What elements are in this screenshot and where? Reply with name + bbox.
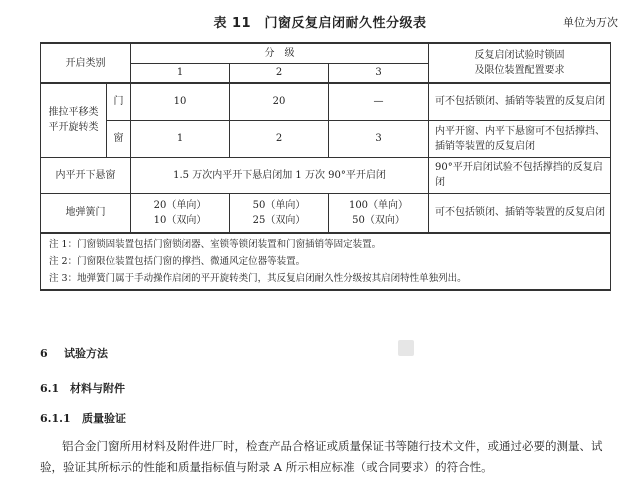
window-sub: 窗 xyxy=(107,120,131,157)
door-sub: 门 xyxy=(107,83,131,120)
header-grade: 分 级 xyxy=(131,43,429,63)
grade-3: 3 xyxy=(329,63,429,83)
table-notes xyxy=(41,233,611,290)
window-grade-1: 1 xyxy=(131,120,230,157)
table-caption xyxy=(0,10,640,30)
window-requirement: 内平开窗、内平下悬窗可不包括撑挡、插销等装置的反复启闭 xyxy=(429,120,611,157)
page-marker xyxy=(398,340,414,356)
group3-label: 地弹簧门 xyxy=(41,193,131,233)
group3-grade-3: 100（单向） 50（双向） xyxy=(329,193,429,233)
section-6: 6 试验方法 xyxy=(40,347,108,360)
header-requirement: 反复启闭试验时锁固 及限位装置配置要求 xyxy=(429,43,611,83)
group3-grade-2: 50（单向） 25（双向） xyxy=(230,193,329,233)
section-6-1-1: 6.1.1 质量验证 xyxy=(40,412,126,425)
note-3: 注 3：地弹簧门属于手动操作启闭的平开旋转类门，其反复启闭耐久性分级按其启闭特性单独列出。 xyxy=(49,273,467,284)
door-requirement: 可不包括锁闭、插销等装置的反复启闭 xyxy=(429,83,611,120)
group2-label: 内平开下悬窗 xyxy=(41,157,131,193)
header-type: 开启类别 xyxy=(41,43,131,83)
section-6-1: 6.1 材料与附件 xyxy=(40,382,125,395)
window-grade-2: 2 xyxy=(230,120,329,157)
body-paragraph: 铝合金门窗所用材料及附件进厂时，检查产品合格证或质量保证书等随行技术文件，或通过必要的测量、试验，验证其所标示的性能和质量指标值与附录 A 所示相应标准（或合同要求）的符合性。 xyxy=(40,439,603,474)
door-grade-2: 20 xyxy=(230,83,329,120)
group2-value: 1.5 万次内平开下悬启闭加 1 万次 90°平开启闭 xyxy=(131,157,429,193)
table-title: 表 11 门窗反复启闭耐久性分级表 xyxy=(213,16,427,31)
note-1: 注 1：门窗锁固装置包括门窗锁闭器、室锁等锁闭装置和门窗插销等固定装置。 xyxy=(49,239,382,250)
grade-2: 2 xyxy=(230,63,329,83)
note-2: 注 2：门窗限位装置包括门窗的撑挡、微通风定位器等装置。 xyxy=(49,256,306,267)
group3-grade-1: 20（单向） 10（双向） xyxy=(131,193,230,233)
door-grade-1: 10 xyxy=(131,83,230,120)
group3-requirement: 可不包括锁闭、插销等装置的反复启闭 xyxy=(429,193,611,233)
door-grade-3: — xyxy=(329,83,429,120)
grade-1: 1 xyxy=(131,63,230,83)
window-grade-3: 3 xyxy=(329,120,429,157)
durability-table xyxy=(40,42,611,291)
group1-label: 推拉平移类 平开旋转类 xyxy=(41,83,107,157)
group2-requirement: 90°平开启闭试验不包括撑挡的反复启闭 xyxy=(429,157,611,193)
unit-label: 单位为万次 xyxy=(563,16,618,29)
